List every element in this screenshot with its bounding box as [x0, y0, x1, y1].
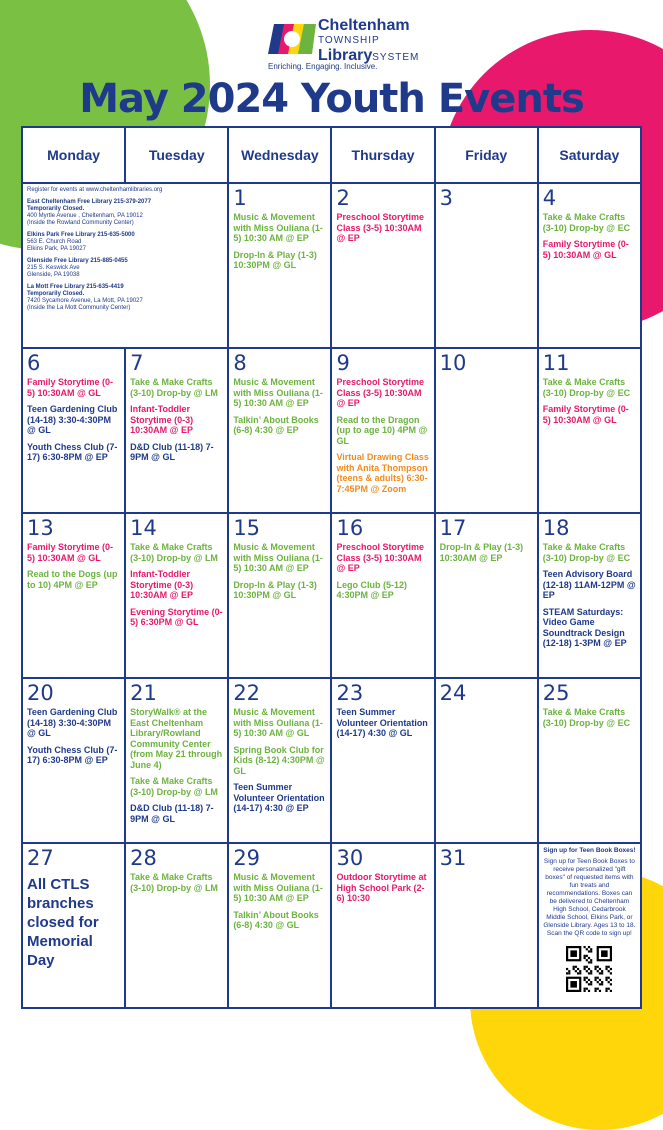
- event-item: Read to the Dragon (up to age 10) 4PM @ GL: [336, 414, 428, 446]
- calendar-day-cell: [125, 348, 228, 513]
- event-item: Music & Movement with Miss Ouliana (1-5) 10:30 AM @ EP: [233, 212, 323, 243]
- calendar-day-cell: [538, 348, 641, 513]
- day-number: 13: [27, 516, 54, 540]
- day-number: 18: [542, 516, 570, 540]
- calendar-day-cell: [125, 678, 228, 843]
- day-number: 10: [439, 351, 467, 375]
- branch-address-line1: 7420 Sycamore Avenue, La Mott, PA 19027: [27, 298, 143, 304]
- calendar-day-cell: [538, 183, 641, 348]
- calendar-day-cell: [435, 843, 538, 1008]
- event-item: Teen Summer Volunteer Orientation (14-17) 4:30 @ GL: [336, 707, 428, 738]
- day-number: 20: [27, 681, 54, 705]
- day-number: 24: [439, 681, 467, 705]
- calendar-day-cell: [435, 348, 538, 513]
- calendar-body: [22, 183, 641, 1008]
- event-item: Lego Club (5-12) 4:30PM @ EP: [336, 579, 407, 600]
- page-title: May 2024 Youth Events: [79, 76, 584, 122]
- day-number: 23: [336, 681, 364, 705]
- event-item: Youth Chess Club (7-17) 6:30-8PM @ EP: [27, 744, 118, 765]
- calendar-day-cell: [125, 843, 228, 1008]
- calendar-day-cell: [331, 348, 434, 513]
- calendar-day-cell: [228, 348, 331, 513]
- event-item: Family Storytime (0-5) 10:30AM @ GL: [27, 377, 114, 398]
- event-item: Music & Movement with Miss Ouliana (1-5) 10:30 AM @ EP: [233, 872, 323, 903]
- calendar-day-cell: [228, 678, 331, 843]
- branch-address-line2: (Inside the La Mott Community Center): [27, 305, 131, 311]
- day-number: 8: [233, 351, 247, 375]
- event-item: Read to the Dogs (up to 10) 4PM @ EP: [27, 569, 118, 590]
- event-item: Spring Book Club for Kids (8-12) 4:30PM @ GL: [233, 744, 325, 776]
- teen-book-box: [543, 847, 636, 992]
- calendar-day-cell: [331, 843, 434, 1008]
- event-item: Teen Gardening Club (14-18) 3:30-4:30PM @ GL: [27, 404, 118, 435]
- event-item: StoryWalk® at the East Cheltenham Library/Rowland Community Center (from May 21 through June 4): [130, 707, 223, 770]
- register-note: Register for events at www.cheltenhamlibraries.org: [27, 187, 163, 193]
- branch-address-line2: Elkins Park, PA 19027: [27, 246, 86, 252]
- weekday-tuesday: Tuesday: [125, 127, 228, 183]
- calendar-day-cell: [435, 678, 538, 843]
- event-item: Preschool Storytime Class (3-5) 10:30AM @ EP: [336, 212, 424, 243]
- branch-address-line1: 563 E. Church Road: [27, 239, 82, 245]
- logo-name-line3: Library: [318, 47, 373, 64]
- calendar: [21, 126, 642, 1009]
- event-item: Take & Make Crafts (3-10) Drop-by @ EC: [542, 377, 631, 398]
- logo-mark-icon: [268, 20, 316, 58]
- event-item: Teen Advisory Board (12-18) 11AM-12PM @ EP: [542, 569, 636, 600]
- branch-name: Glenside Free Library 215-885-0455: [27, 258, 128, 264]
- event-item: Family Storytime (0-5) 10:30AM @ GL: [542, 404, 629, 425]
- event-item: Talkin’ About Books (6-8) 4:30 @ EP: [233, 414, 319, 435]
- event-item: Take & Make Crafts (3-10) Drop-by @ LM: [130, 542, 218, 563]
- event-item: D&D Club (11-18) 7-9PM @ GL: [130, 441, 214, 462]
- calendar-day-cell: [435, 183, 538, 348]
- calendar-week-row: [22, 678, 641, 843]
- branch-address-line2: (Inside the Rowland Community Center): [27, 220, 134, 226]
- calendar-day-cell: [538, 678, 641, 843]
- event-item: Music & Movement with Miss Ouliana (1-5) 10:30 AM @ EP: [233, 542, 323, 573]
- branch-entry: [27, 232, 223, 253]
- event-item: Take & Make Crafts (3-10) Drop-by @ LM: [130, 872, 218, 893]
- calendar-day-cell: [125, 513, 228, 678]
- event-item: Youth Chess Club (7-17) 6:30-8PM @ EP: [27, 441, 118, 462]
- event-item: STEAM Saturdays: Video Game Soundtrack Design (12-18) 1-3PM @ EP: [542, 606, 627, 648]
- event-item: Teen Summer Volunteer Orientation (14-17) 4:30 @ EP: [233, 782, 325, 813]
- branch-entry: [27, 199, 223, 227]
- event-item: Music & Movement with Miss Ouliana (1-5) 10:30 AM @ EP: [233, 377, 323, 408]
- day-number: 30: [336, 846, 364, 870]
- branch-name: Elkins Park Free Library 215-635-5000: [27, 232, 135, 238]
- calendar-day-cell: [22, 513, 125, 678]
- branch-info-cell: [22, 183, 228, 348]
- calendar-week-row: [22, 513, 641, 678]
- day-number: 31: [439, 846, 467, 870]
- library-logo: [268, 12, 448, 78]
- day-number: 25: [542, 681, 570, 705]
- event-item: Take & Make Crafts (3-10) Drop-by @ EC: [542, 707, 631, 728]
- event-item: Evening Storytime (0-5) 6:30PM @ GL: [130, 606, 223, 627]
- calendar-day-cell: [331, 513, 434, 678]
- event-item: Take & Make Crafts (3-10) Drop-by @ LM: [130, 776, 218, 797]
- branch-entry: [27, 258, 223, 279]
- branch-name: East Cheltenham Free Library 215-379-2077: [27, 199, 152, 205]
- calendar-day-cell: [331, 183, 434, 348]
- branch-entry: [27, 284, 223, 312]
- day-number: 4: [542, 186, 557, 210]
- calendar-day-cell: [538, 513, 641, 678]
- branch-address-line1: 215 S. Keswick Ave: [27, 265, 80, 271]
- calendar-day-cell: [228, 513, 331, 678]
- logo-name-line1: Cheltenham: [318, 17, 410, 34]
- day-number: 29: [233, 846, 261, 870]
- day-number: 22: [233, 681, 261, 705]
- teen-book-box-title: Sign up for Teen Book Boxes!: [543, 847, 636, 854]
- day-number: 3: [439, 186, 453, 210]
- event-item: Drop-In & Play (1-3) 10:30AM @ EP: [439, 542, 524, 563]
- calendar-day-cell: [22, 348, 125, 513]
- event-item: Drop-In & Play (1-3) 10:30PM @ GL: [233, 579, 317, 600]
- event-item: Family Storytime (0-5) 10:30AM @ GL: [542, 239, 629, 260]
- event-item: Preschool Storytime Class (3-5) 10:30AM @ EP: [336, 377, 424, 408]
- calendar-week-row: [22, 183, 641, 348]
- weekday-wednesday: Wednesday: [228, 127, 331, 183]
- logo-tagline: Enriching. Engaging. Inclusive.: [268, 62, 378, 71]
- event-item: Take & Make Crafts (3-10) Drop-by @ EC: [542, 542, 631, 563]
- calendar-day-cell: [22, 678, 125, 843]
- weekday-header-row: [22, 127, 641, 183]
- day-number: 27: [27, 846, 54, 870]
- event-item: Music & Movement with Miss Ouliana (1-5) 10:30 AM @ GL: [233, 707, 323, 738]
- logo-name-line2: TOWNSHIP: [318, 35, 380, 46]
- teen-book-box-body: Sign up for Teen Book Boxes to receive personalized "gift boxes" of requested items with fun treats and recommendations. Boxes can be delivered to Cheltenham High School, Cedarbrook Middle School, Elkins Park, or Glenside Library. Ages 13 to 18. Scan the QR code to sign up!: [543, 858, 636, 937]
- calendar-day-cell: [435, 513, 538, 678]
- day-number: 15: [233, 516, 261, 540]
- event-item: Talkin’ About Books (6-8) 4:30 @ GL: [233, 909, 319, 930]
- calendar-day-cell: [22, 843, 125, 1008]
- logo-name-line3-small: SYSTEM: [372, 52, 420, 63]
- day-number: 21: [130, 681, 157, 705]
- weekday-monday: Monday: [22, 127, 125, 183]
- calendar-day-cell: [331, 678, 434, 843]
- weekday-thursday: Thursday: [331, 127, 434, 183]
- event-item: Teen Gardening Club (14-18) 3:30-4:30PM @ GL: [27, 707, 118, 738]
- event-item: Infant-Toddler Storytime (0-3) 10:30AM @ EP: [130, 569, 194, 600]
- branch-address-line2: Glenside, PA 19038: [27, 272, 80, 278]
- logo-wordmark: [318, 18, 419, 65]
- branch-address-line1: 400 Myrtle Avenue , Cheltenham, PA 19012: [27, 213, 143, 219]
- event-item: Preschool Storytime Class (3-5) 10:30AM @ EP: [336, 542, 424, 573]
- day-number: 1: [233, 186, 247, 210]
- weekday-friday: Friday: [435, 127, 538, 183]
- event-item: D&D Club (11-18) 7-9PM @ GL: [130, 803, 214, 824]
- event-item: Take & Make Crafts (3-10) Drop-by @ EC: [542, 212, 631, 233]
- event-item: Drop-In & Play (1-3) 10:30PM @ GL: [233, 249, 317, 270]
- qr-code-icon[interactable]: [566, 946, 612, 992]
- event-item: Virtual Drawing Class with Anita Thompson (teens & adults) 6:30-7:45PM @ Zoom: [336, 452, 429, 494]
- day-number: 11: [542, 351, 570, 375]
- branch-name: La Mott Free Library 215-635-4419: [27, 284, 124, 290]
- event-item: Infant-Toddler Storytime (0-3) 10:30AM @ EP: [130, 404, 194, 435]
- day-number: 6: [27, 351, 41, 375]
- closure-notice: All CTLS branches closed for Memorial Day: [27, 876, 99, 969]
- event-item: Family Storytime (0-5) 10:30AM @ GL: [27, 542, 114, 563]
- day-number: 9: [336, 351, 350, 375]
- calendar-day-cell: [228, 843, 331, 1008]
- branch-note: Temporarily Closed.: [27, 291, 85, 297]
- calendar-week-row: [22, 843, 641, 1008]
- calendar-week-row: [22, 348, 641, 513]
- day-number: 2: [336, 186, 350, 210]
- day-number: 17: [439, 516, 467, 540]
- calendar-day-cell: [228, 183, 331, 348]
- day-number: 14: [130, 516, 157, 540]
- teen-book-box-cell: [538, 843, 641, 1008]
- day-number: 16: [336, 516, 364, 540]
- weekday-saturday: Saturday: [538, 127, 641, 183]
- event-item: Outdoor Storytime at High School Park (2-6) 10:30: [336, 872, 427, 903]
- branch-note: Temporarily Closed.: [27, 206, 85, 212]
- day-number: 7: [130, 351, 144, 375]
- branch-info: [27, 187, 223, 312]
- event-item: Take & Make Crafts (3-10) Drop-by @ LM: [130, 377, 218, 398]
- day-number: 28: [130, 846, 157, 870]
